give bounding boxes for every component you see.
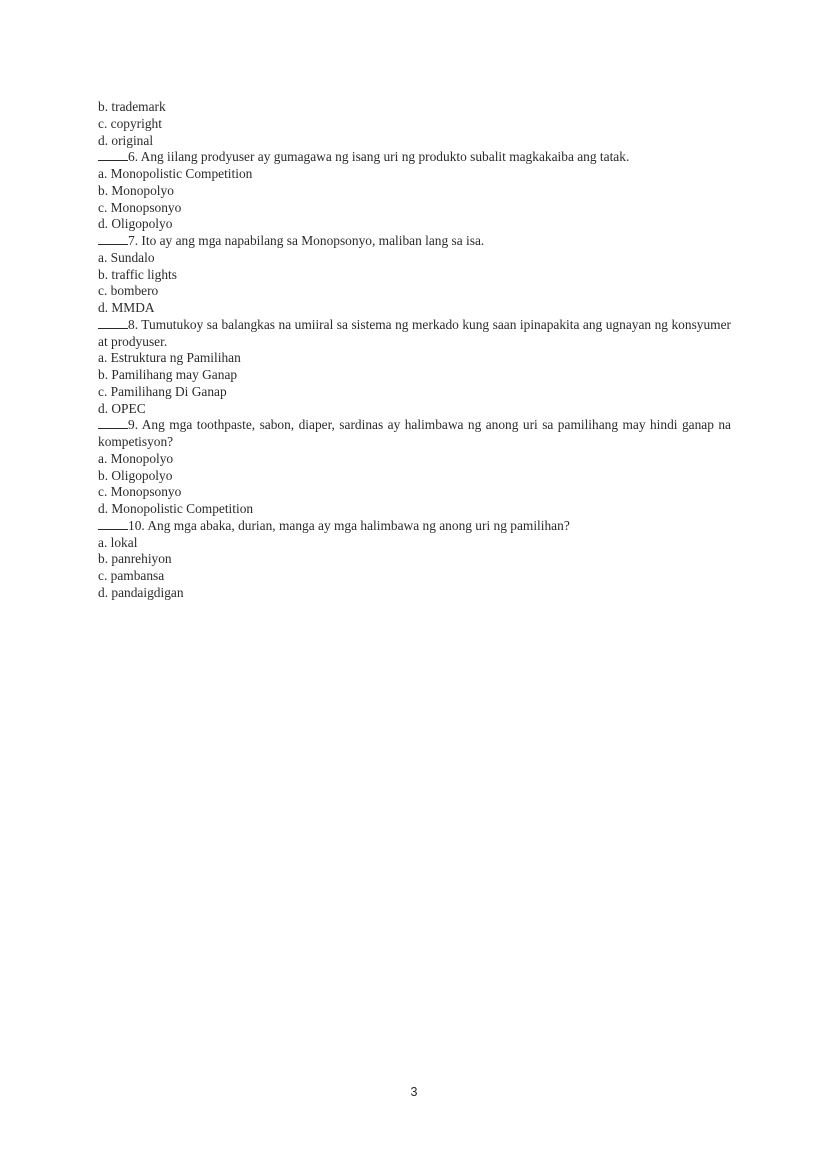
answer-blank <box>98 150 128 161</box>
option-line: b. Oligopolyo <box>98 467 173 483</box>
question-text: 7. Ito ay ang mga napabilang sa Monopsonyo, maliban lang sa isa. <box>128 233 485 248</box>
option-line: c. Monopsonyo <box>98 199 182 215</box>
option-line: c. bombero <box>98 283 159 299</box>
option-line: b. panrehiyon <box>98 551 172 567</box>
answer-blank <box>98 418 128 429</box>
option-line: c. Pamilihang Di Ganap <box>98 383 227 399</box>
question-text: 9. Ang mga toothpaste, sabon, diaper, sardinas ay halimbawa ng anong uri sa pamilihang may hindi ganap na kompetisyon? <box>98 417 731 449</box>
answer-blank <box>98 234 128 245</box>
option-line: a. Estruktura ng Pamilihan <box>98 350 241 366</box>
option-line: d. Oligopolyo <box>98 216 173 232</box>
question-item-6 <box>98 149 731 166</box>
question-text: 10. Ang mga abaka, durian, manga ay mga halimbawa ng anong uri ng pamilihan? <box>128 517 570 533</box>
answer-blank <box>98 318 128 329</box>
page-number: 3 <box>410 1085 418 1099</box>
question-item-7 <box>98 233 731 250</box>
option-line: d. OPEC <box>98 400 146 416</box>
question-item-8 <box>98 317 731 351</box>
option-line: d. MMDA <box>98 300 155 315</box>
option-line: d. Monopolistic Competition <box>98 501 254 516</box>
option-line: b. traffic lights <box>98 266 177 282</box>
option-line: d. pandaigdigan <box>98 584 184 600</box>
answer-blank <box>98 519 128 530</box>
option-line: a. Monopolyo <box>98 450 174 466</box>
option-line: b. trademark <box>98 99 166 114</box>
quiz-content <box>98 99 731 602</box>
question-item-10 <box>98 518 731 535</box>
option-line: c. Monopsonyo <box>98 484 182 500</box>
question-item-9 <box>98 417 731 451</box>
option-line: a. Monopolistic Competition <box>98 166 253 181</box>
option-line: d. original <box>98 132 154 148</box>
option-line: b. Monopolyo <box>98 182 174 198</box>
option-line: c. copyright <box>98 115 162 131</box>
option-line: b. Pamilihang may Ganap <box>98 367 238 382</box>
question-text: 8. Tumutukoy sa balangkas na umiiral sa sistema ng merkado kung saan ipinapakita ang ugnayan ng konsyumer at prodyuser. <box>98 316 731 349</box>
question-text: 6. Ang iilang prodyuser ay gumagawa ng isang uri ng produkto subalit magkakaiba ang tatak. <box>128 149 630 165</box>
option-line: c. pambansa <box>98 568 165 583</box>
option-line: a. Sundalo <box>98 249 155 265</box>
option-line: a. lokal <box>98 534 138 550</box>
